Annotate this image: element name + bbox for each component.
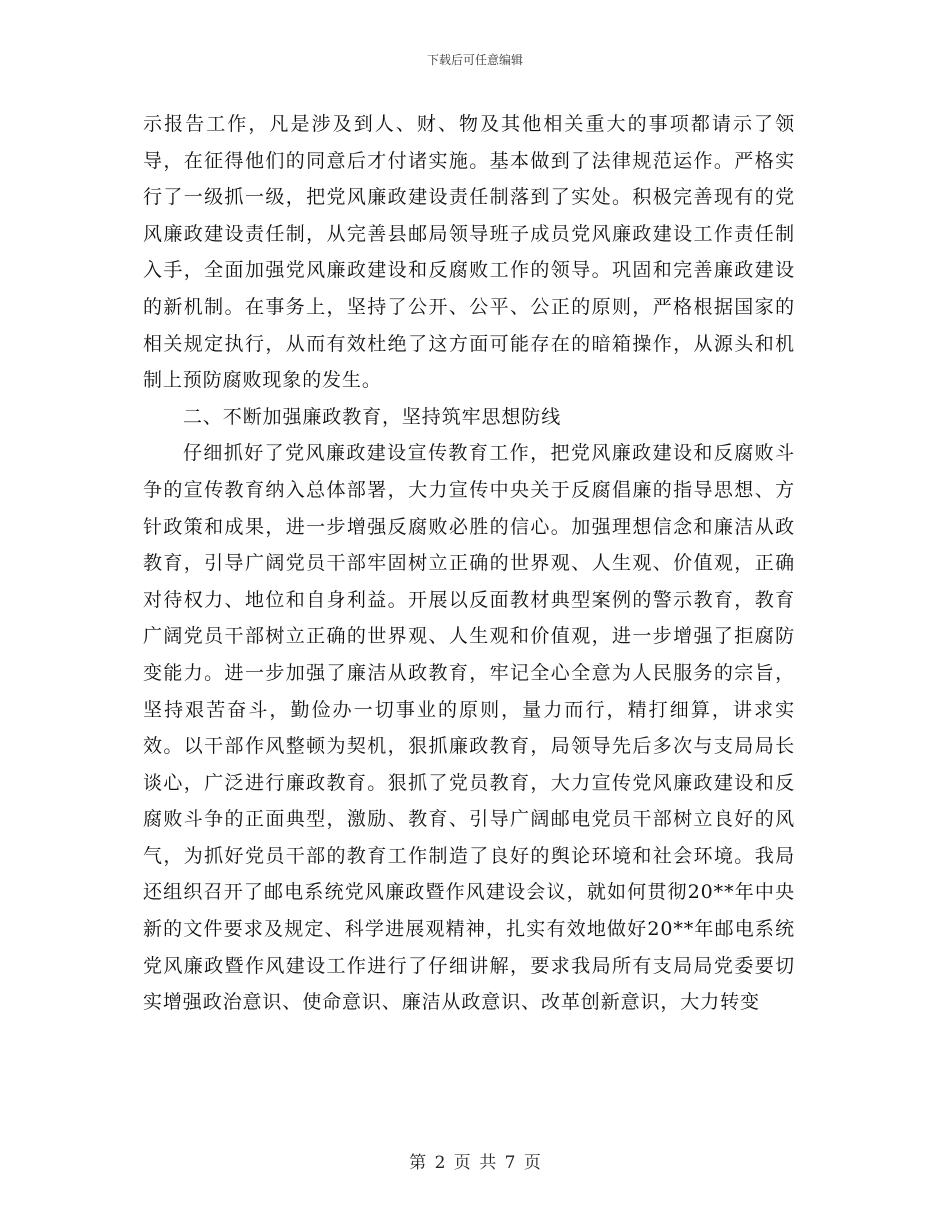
section-heading: 二、不断加强廉政教育，坚持筑牢思想防线 [183, 405, 562, 428]
page-footer: 第 2 页 共 7 页 [409, 1153, 541, 1173]
page-header: 下载后可任意编辑 [426, 53, 523, 67]
body-paragraph-2: 仔细抓好了党风廉政建设宣传教育工作，把党风廉政建设和反腐败斗争的宣传教育纳入总体部署，大力宣传中央关于反腐倡廉的指导思想、方针政策和成果，进一步增强反腐败必胜的信心。加强理想信念和廉洁从政教育，引导广阔党员干部牢固树立正确的世界观、人生观、价值观，正确对待权力、地位和自身利益。开展以反面教材典型案例的警示教育，教育广阔党员干部树立正确的世界观、人生观和价值观，进一步增强了拒腐防变能力。进一步加强了廉洁从政教育，牢记全心全意为人民服务的宗旨，坚持艰苦奋斗，勤俭办一切事业的原则，量力而行，精打细算，讲求实效。以干部作风整顿为契机，狠抓廉政教育，局领导先后多次与支局局长谈心，广泛进行廉政教育。狠抓了党员教育，大力宣传党风廉政建设和反腐败斗争的正面典型，激励、教育、引导广阔邮电党员干部树立良好的风气，为抓好党员干部的教育工作制造了良好的舆论环境和社会环境。我局还组织召开了邮电系统党风廉政暨作风建设会议，就如何贯彻20**年中央新的文件要求及规定、科学进展观精神，扎实有效地做好20**年邮电系统党风廉政暨作风建设工作进行了仔细讲解，要求我局所有支局局党委要切实增强政治意识、使命意识、廉洁从政意识、改革创新意识，大力转变 [143, 442, 795, 1014]
document-body [143, 106, 795, 1021]
body-paragraph-1: 示报告工作，凡是涉及到人、财、物及其他相关重大的事项都请示了领导，在征得他们的同意后才付诸实施。基本做到了法律规范运作。严格实行了一级抓一级，把党风廉政建设责任制落到了实处。积极完善现有的党风廉政建设责任制，从完善县邮局领导班子成员党风廉政建设工作责任制入手，全面加强党风廉政建设和反腐败工作的领导。巩固和完善廉政建设的新机制。在事务上，坚持了公开、公平、公正的原则，严格根据国家的相关规定执行，从而有效杜绝了这方面可能存在的暗箱操作，从源头和机制上预防腐败现象的发生。 [143, 113, 795, 392]
